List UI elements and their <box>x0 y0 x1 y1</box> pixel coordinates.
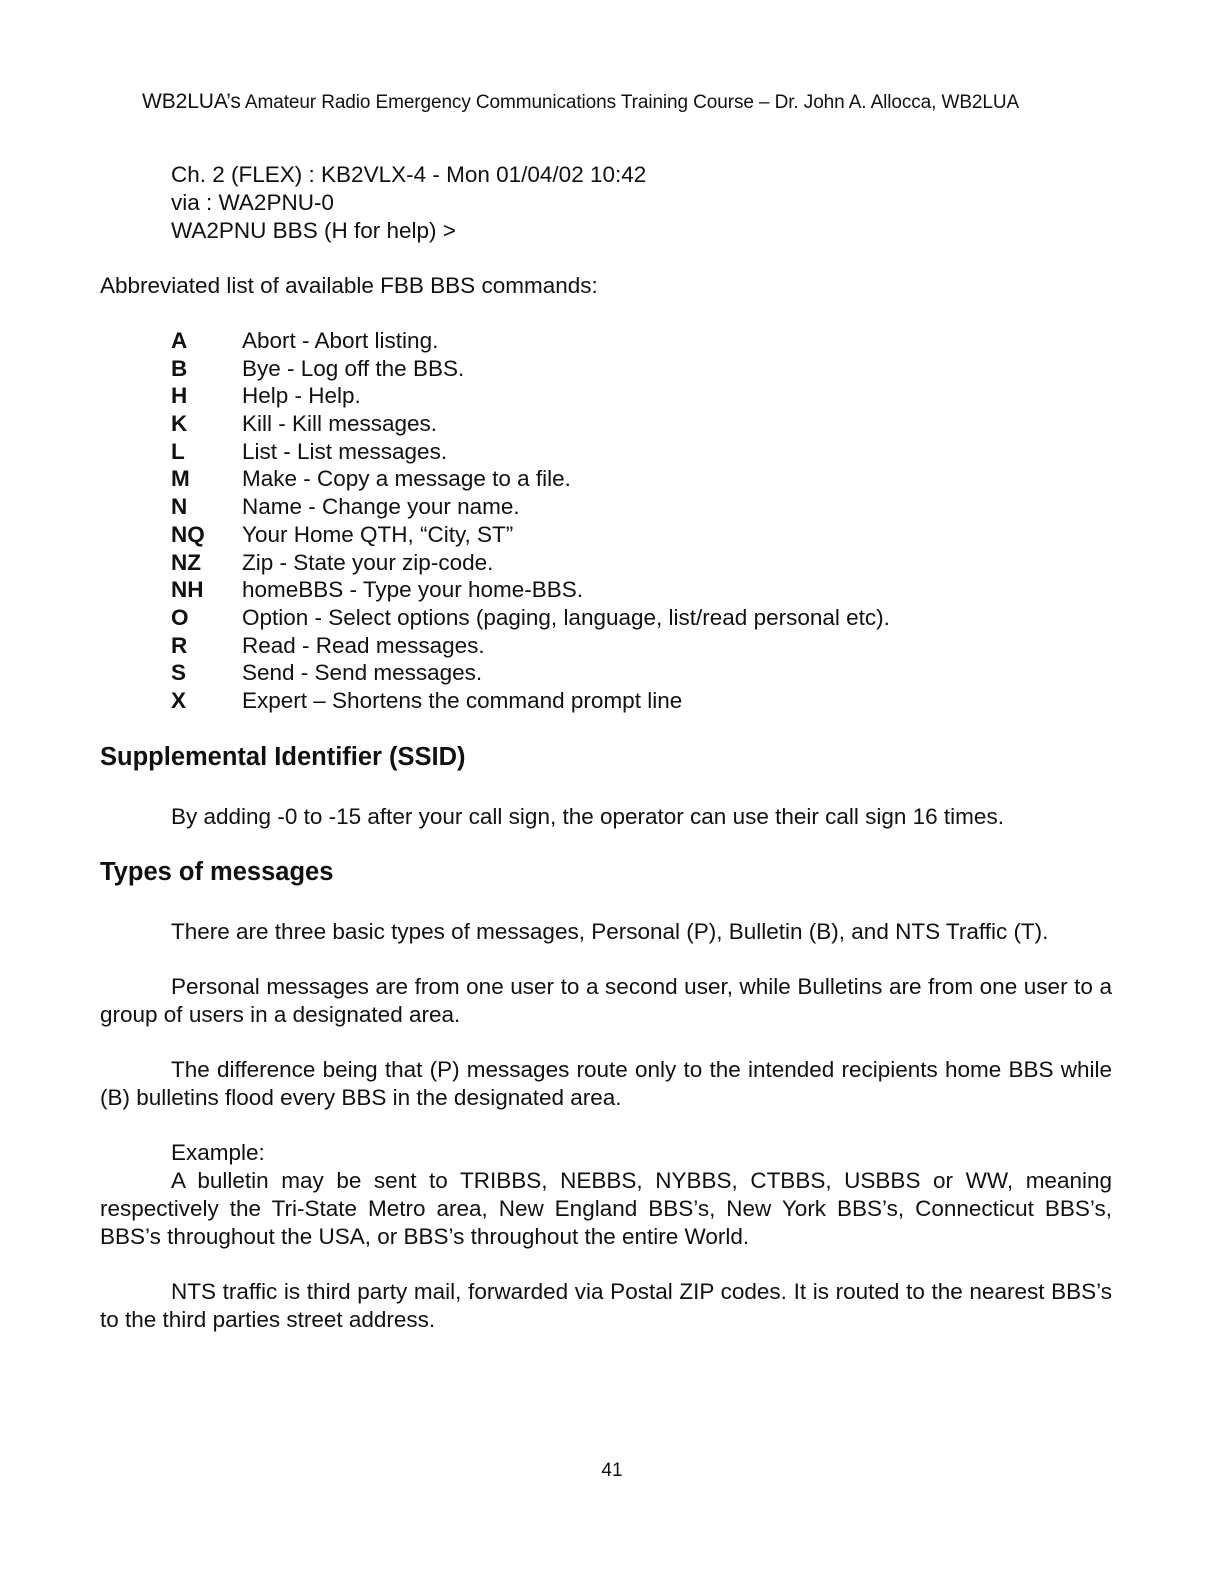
command-key: NQ <box>171 521 205 547</box>
command-row <box>171 465 890 493</box>
nts-text: NTS traffic is third party mail, forwarded via Postal ZIP codes. It is routed to the nearest BBS’s to the third parties street address. <box>100 1279 1112 1332</box>
section-heading-ssid: Supplemental Identifier (SSID) <box>100 743 466 771</box>
command-key: B <box>171 355 188 381</box>
commands-intro: Abbreviated list of available FBB BBS commands: <box>100 273 598 298</box>
command-row <box>171 438 890 466</box>
command-row <box>171 659 890 687</box>
command-row <box>171 410 890 438</box>
types-text: There are three basic types of messages, Personal (P), Bulletin (B), and NTS Traffic (T). <box>171 919 1049 944</box>
ssid-paragraph <box>100 803 1112 831</box>
command-key: N <box>171 494 188 520</box>
command-row <box>171 327 890 355</box>
command-key: NH <box>171 577 204 603</box>
header-callsign: WB2LUA’s <box>142 90 241 113</box>
difference-paragraph <box>100 1056 1112 1112</box>
command-desc: Read - Read messages. <box>242 632 485 658</box>
command-desc: Name - Change your name. <box>242 494 520 520</box>
command-row <box>171 576 890 604</box>
command-row <box>171 632 890 660</box>
example-label-paragraph <box>100 1139 1112 1167</box>
command-row <box>171 382 890 410</box>
command-desc: Kill - Kill messages. <box>242 411 438 437</box>
section-heading-types: Types of messages <box>100 858 334 886</box>
prompt-line: WA2PNU BBS (H for help) > <box>171 218 456 243</box>
personal-text: Personal messages are from one user to a second user, while Bulletins are from one user to a group of users in a designated area. <box>100 974 1112 1027</box>
command-desc: homeBBS - Type your home-BBS. <box>242 577 583 603</box>
command-key: A <box>171 328 188 353</box>
command-key: L <box>171 438 185 464</box>
command-desc: Zip - State your zip-code. <box>242 549 494 575</box>
command-key: K <box>171 411 188 437</box>
types-paragraph <box>100 918 1112 946</box>
command-desc: Abort - Abort listing. <box>242 328 439 353</box>
command-row <box>171 549 890 577</box>
example-label: Example: <box>171 1140 265 1165</box>
running-header <box>142 90 1019 114</box>
command-list <box>171 327 890 715</box>
header-title: Amateur Radio Emergency Communications Training Course – Dr. John A. Allocca, WB2LUA <box>240 92 1020 113</box>
command-key: H <box>171 383 188 409</box>
command-desc: Expert – Shortens the command prompt line <box>242 687 683 713</box>
command-row <box>171 493 890 521</box>
command-desc: Help - Help. <box>242 383 361 409</box>
command-row <box>171 521 890 549</box>
page-number: 41 <box>601 1460 623 1481</box>
difference-text: The difference being that (P) messages route only to the intended recipients home BBS while (B) bulletins flood every BBS in the designated area. <box>100 1057 1112 1110</box>
command-key: X <box>171 687 187 713</box>
command-desc: Bye - Log off the BBS. <box>242 355 465 381</box>
command-row <box>171 355 890 383</box>
command-desc: Make - Copy a message to a file. <box>242 466 571 492</box>
command-row <box>171 687 890 715</box>
command-desc: Option - Select options (paging, language, list/read personal etc). <box>242 604 890 630</box>
command-key: R <box>171 632 188 658</box>
command-desc: Your Home QTH, “City, ST” <box>242 521 514 547</box>
command-key: NZ <box>171 549 201 575</box>
prompt-line: via : WA2PNU-0 <box>171 190 334 215</box>
command-desc: Send - Send messages. <box>242 660 483 686</box>
personal-paragraph <box>100 973 1112 1029</box>
ssid-text: By adding -0 to -15 after your call sign, the operator can use their call sign 16 times. <box>171 804 1004 829</box>
example-text: A bulletin may be sent to TRIBBS, NEBBS, NYBBS, CTBBS, USBBS or WW, meaning respectively the Tri-State Metro area, New England BBS’s, New York BBS’s, Connecticut BBS’s, BBS’s throughout the USA, or BBS’s throughout the entire World. <box>100 1168 1112 1249</box>
command-key: S <box>171 660 187 686</box>
command-key: O <box>171 604 189 630</box>
example-paragraph <box>100 1167 1112 1251</box>
nts-paragraph <box>100 1278 1112 1334</box>
command-key: M <box>171 466 190 492</box>
bbs-prompt-block <box>171 161 646 245</box>
prompt-line: Ch. 2 (FLEX) : KB2VLX-4 - Mon 01/04/02 10:42 <box>171 162 647 187</box>
command-desc: List - List messages. <box>242 438 448 464</box>
command-row <box>171 604 890 632</box>
